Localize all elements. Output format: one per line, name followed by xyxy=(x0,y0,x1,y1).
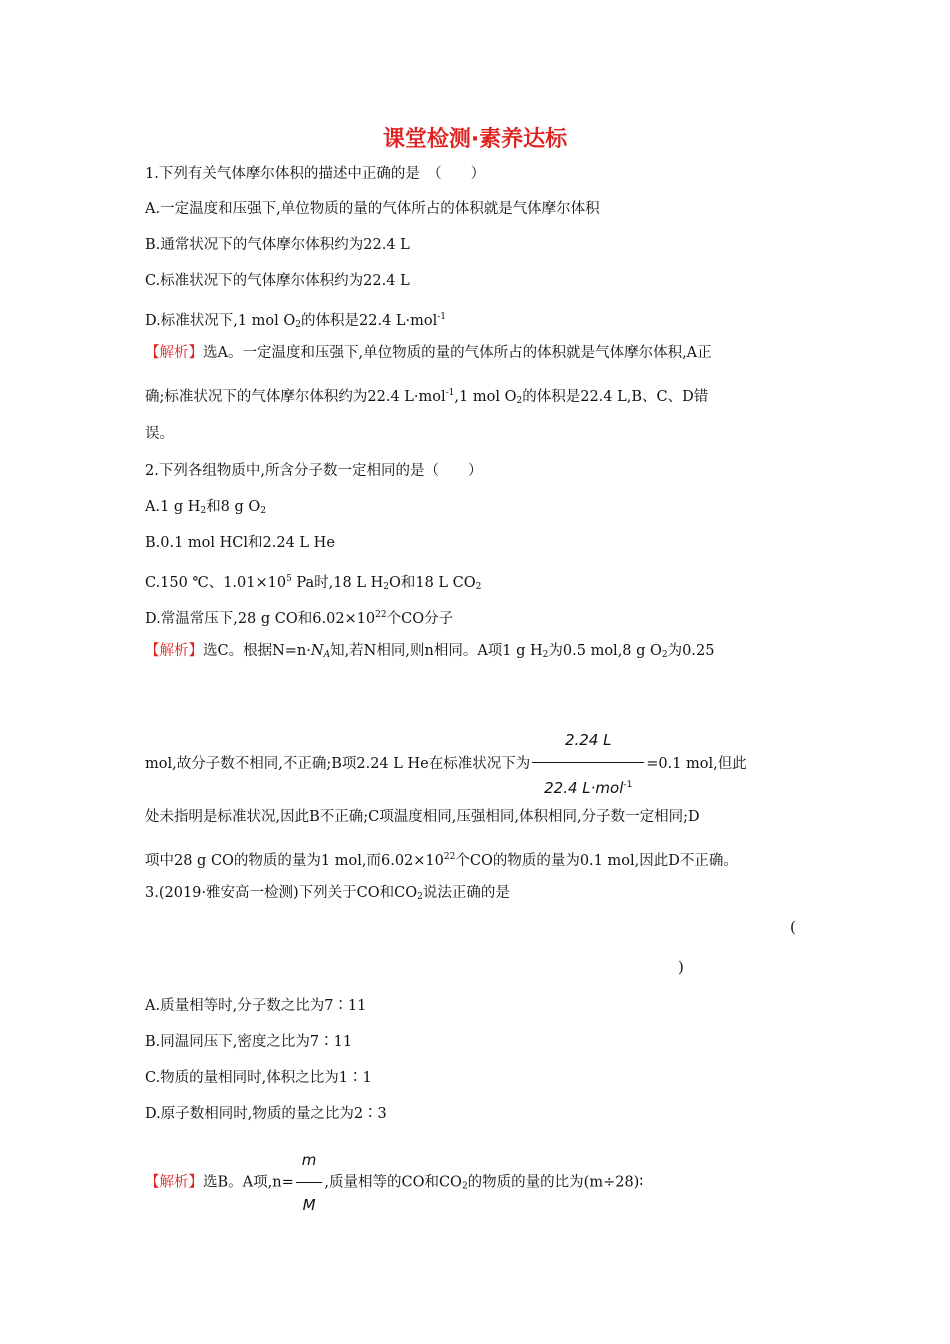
q2-answer-line-1: 【解析】选C。根据$N=n\cdot N_A$知,若N相同,则n相同。A项1 g $H_2$为0.5 mol,8 g $O_2$为0.25 xyxy=(145,643,715,660)
analysis-tag: 【解析】 xyxy=(145,345,203,361)
q1-stem: 1.下列有关气体摩尔体积的描述中正确的是 （ ） xyxy=(145,166,486,182)
q3-paren-open: ( xyxy=(790,918,796,936)
q2-answer-line-4: 项中28 g CO的物质的量为1 mol,而$6.02\times 10^{22}$个CO的物质的量为0.1 mol,因此D不正确。 xyxy=(145,852,738,869)
q1-answer-line-3: 误。 xyxy=(145,426,174,442)
q2-option-a: A.1 g $H_2$和8 g $O_2$ xyxy=(145,499,267,516)
q1-answer-line-1: 【解析】选A。一定温度和压强下,单位物质的量的气体所占的体积就是气体摩尔体积,A正 xyxy=(145,345,712,361)
q2-option-c: C.150 ℃、$1.01\times 10^5$ Pa时,18 L $H_2O$和18 L $CO_2$ xyxy=(145,574,482,592)
q1-answer-line-2: 确;标准状况下的气体摩尔体积约为22.4 L·mol$^{-1}$,1 mol $O_2$的体积是22.4 L,B、C、D错 xyxy=(145,388,709,406)
q3-option-a: A.质量相等时,分子数之比为7∶11 xyxy=(145,998,367,1014)
q3-stem: 3.(2019·雅安高一检测)下列关于CO和$CO_2$说法正确的是 xyxy=(145,885,510,902)
fraction-224-over-molar-volume: $\frac{2.24 L}{22.4 L\cdot mol^{-1}}$ xyxy=(532,720,644,808)
q1-option-d: D.标准状况下,1 mol $O_2$的体积是22.4 L·mol$^{-1}$ xyxy=(145,312,447,330)
q1-option-b: B.通常状况下的气体摩尔体积约为22.4 L xyxy=(145,237,410,253)
q3-option-c: C.物质的量相同时,体积之比为1∶1 xyxy=(145,1070,372,1086)
fraction-m-over-M: $\frac{m}{M}$ xyxy=(296,1140,323,1225)
q1-option-a: A.一定温度和压强下,单位物质的量的气体所占的体积就是气体摩尔体积 xyxy=(145,201,600,217)
q3-option-b: B.同温同压下,密度之比为7∶11 xyxy=(145,1034,353,1050)
q2-option-d: D.常温常压下,28 g CO和$6.02\times 10^{22}$个CO分子 xyxy=(145,610,454,627)
q1-option-c: C.标准状况下的气体摩尔体积约为22.4 L xyxy=(145,273,410,289)
q2-option-b: B.0.1 mol HCl和2.24 L He xyxy=(145,535,335,551)
q3-answer-line-1: 【解析】选B。A项,n= $\frac{m}{M}$ ,质量相等的CO和$CO_2$的物质的量的比为(m÷28)∶ xyxy=(145,1140,643,1225)
q2-answer-line-3: 处未指明是标准状况,因此B不正确;C项温度相同,压强相同,体积相同,分子数一定相同;D xyxy=(145,809,700,825)
q2-stem: 2.下列各组物质中,所含分子数一定相同的是（ ） xyxy=(145,463,483,479)
q3-paren-close: ) xyxy=(678,958,684,976)
analysis-tag: 【解析】 xyxy=(145,643,203,659)
page-title: 课堂检测·素养达标 xyxy=(382,127,568,152)
q2-answer-line-2: mol,故分子数不相同,不正确;B项2.24 L He在标准状况下为 $\frac{2.24 L}{22.4 L\cdot mol^{-1}}$ =0.1 mol,但此 xyxy=(145,720,747,808)
analysis-tag: 【解析】 xyxy=(145,1174,203,1191)
q3-option-d: D.原子数相同时,物质的量之比为2∶3 xyxy=(145,1106,387,1122)
